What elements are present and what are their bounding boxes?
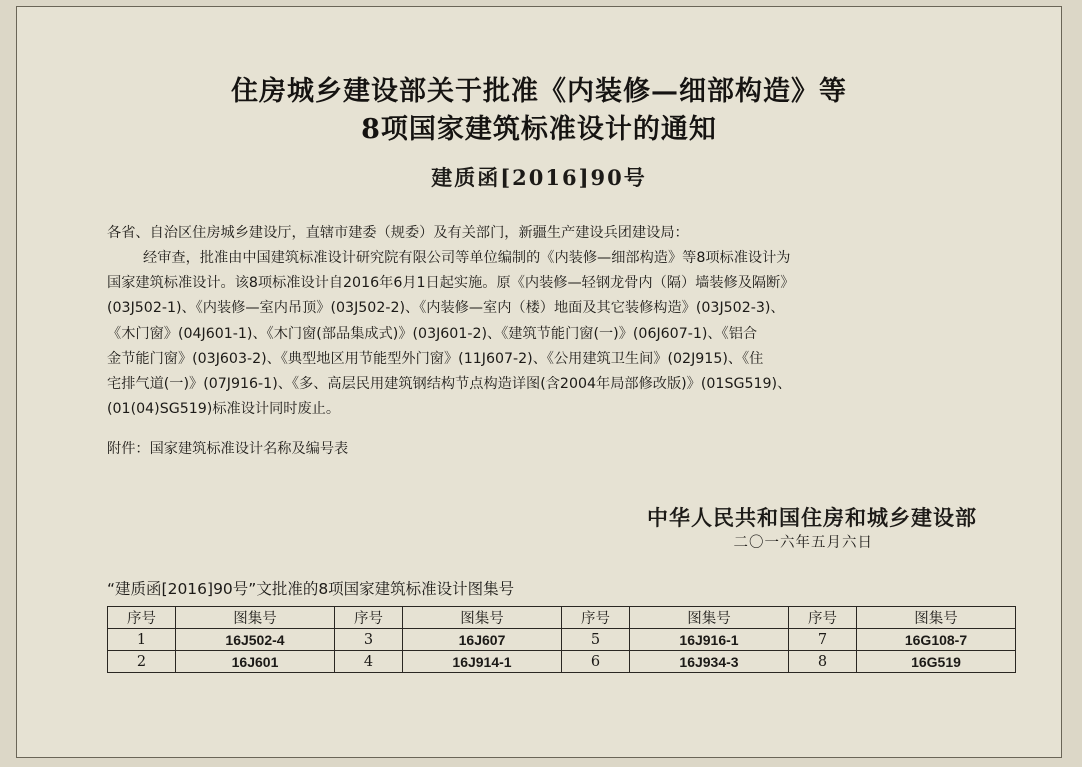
issue-date: 二〇一六年五月六日 xyxy=(733,535,873,551)
page-frame xyxy=(16,6,1062,758)
cell-index: 1 xyxy=(108,629,176,651)
header-code: 图集号 xyxy=(403,607,562,629)
salutation: 各省、自治区住房城乡建设厅，直辖市建委（规委）及有关部门，新疆生产建设兵团建设局： xyxy=(107,225,689,241)
header-code: 图集号 xyxy=(857,607,1016,629)
cell-code: 16J916-1 xyxy=(630,629,789,651)
cell-code: 16J601 xyxy=(176,651,335,673)
table-row xyxy=(108,629,1016,651)
header-code: 图集号 xyxy=(630,607,789,629)
attachment-note: 附件：国家建筑标准设计名称及编号表 xyxy=(107,441,349,457)
notice-title-line1: 住房城乡建设部关于批准《内装修—细部构造》等 xyxy=(231,76,847,107)
cell-code: 16J607 xyxy=(403,629,562,651)
paragraph-line-7: (01(04)SG519)标准设计同时废止。 xyxy=(107,401,341,418)
cell-index: 3 xyxy=(335,629,403,651)
header-index: 序号 xyxy=(789,607,857,629)
header-code: 图集号 xyxy=(176,607,335,629)
cell-code: 16J934-3 xyxy=(630,651,789,673)
cell-index: 5 xyxy=(562,629,630,651)
cell-index: 4 xyxy=(335,651,403,673)
cell-index: 7 xyxy=(789,629,857,651)
standards-table xyxy=(107,606,1016,673)
table-title: “建质函[2016]90号”文批准的8项国家建筑标准设计图集号 xyxy=(107,580,515,598)
header-index: 序号 xyxy=(335,607,403,629)
document-number: 建质函[2016]90号 xyxy=(431,165,647,190)
paragraph-line-5: 金节能门窗》(03J603-2)、《典型地区用节能型外门窗》(11J607-2)、《公用建筑卫生间》(02J915)、《住 xyxy=(107,350,764,367)
cell-code: 16J914-1 xyxy=(403,651,562,673)
table-row xyxy=(108,651,1016,673)
header-index: 序号 xyxy=(562,607,630,629)
issuing-authority: 中华人民共和国住房和城乡建设部 xyxy=(647,505,977,530)
table-header-row xyxy=(108,607,1016,629)
paragraph-line-4: 《木门窗》(04J601-1)、《木门窗(部品集成式)》(03J601-2)、《建筑节能门窗(一)》(06J607-1)、《铝合 xyxy=(107,325,758,342)
paragraph-line-1: 经审查，批准由中国建筑标准设计研究院有限公司等单位编制的《内装修—细部构造》等8项标准设计为 xyxy=(143,250,791,266)
cell-code: 16G519 xyxy=(857,651,1016,673)
paragraph-line-2: 国家建筑标准设计。该8项标准设计自2016年6月1日起实施。原《内装修—轻钢龙骨内（隔）墙装修及隔断》 xyxy=(107,275,795,292)
notice-title-line2: 8项国家建筑标准设计的通知 xyxy=(361,114,717,145)
paragraph-line-6: 宅排气道(一)》(07J916-1)、《多、高层民用建筑钢结构节点构造详图(含2004年局部修改版)》(01SG519)、 xyxy=(107,376,792,393)
cell-index: 2 xyxy=(108,651,176,673)
header-index: 序号 xyxy=(108,607,176,629)
paragraph-line-3: (03J502-1)、《内装修—室内吊顶》(03J502-2)、《内装修—室内（楼）地面及其它装修构造》(03J502-3)、 xyxy=(107,300,785,317)
cell-index: 8 xyxy=(789,651,857,673)
notice-paragraph xyxy=(107,246,1027,422)
cell-index: 6 xyxy=(562,651,630,673)
cell-code: 16G108-7 xyxy=(857,629,1016,651)
cell-code: 16J502-4 xyxy=(176,629,335,651)
